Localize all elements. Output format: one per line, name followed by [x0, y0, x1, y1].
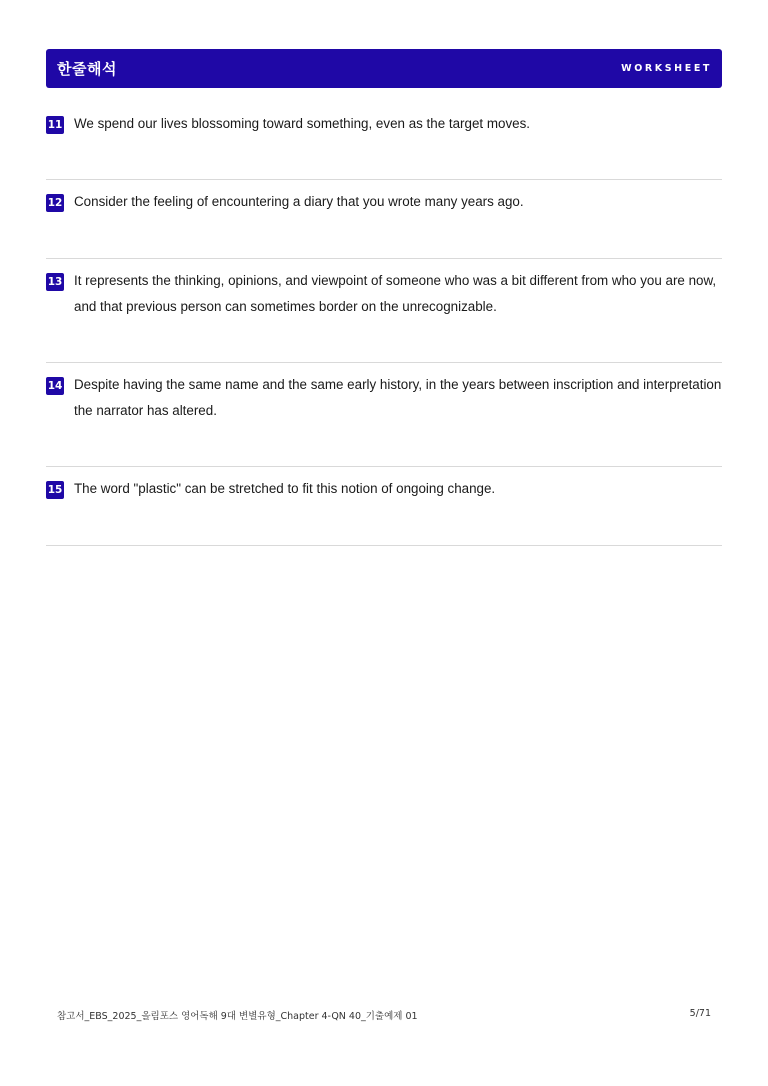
- header-tag: WORKSHEET: [621, 63, 712, 74]
- item-sentence: We spend our lives blossoming toward something, even as the target moves.: [74, 116, 531, 131]
- list-item: [46, 481, 722, 546]
- item-number-badge: 13: [46, 273, 64, 291]
- worksheet-header: [46, 49, 722, 88]
- list-item: [46, 194, 722, 259]
- item-number-badge: 14: [46, 377, 64, 395]
- item-sentence: Consider the feeling of encountering a diary that you wrote many years ago.: [74, 194, 524, 209]
- footer-source: 참고서_EBS_2025_올림포스 영어독해 9대 변별유형_Chapter 4-QN 40_기출예제 01: [57, 1011, 418, 1022]
- list-item: [46, 273, 722, 363]
- list-item: [46, 377, 722, 467]
- item-sentence: Despite having the same name and the same early history, in the years between inscription and interpretation the narrator has altered.: [74, 377, 722, 418]
- item-sentence: It represents the thinking, opinions, and viewpoint of someone who was a bit different from who you are now, and that previous person can sometimes border on the unrecognizable.: [74, 273, 717, 314]
- item-sentence: The word "plastic" can be stretched to fit this notion of ongoing change.: [74, 481, 496, 496]
- item-number-badge: 11: [46, 116, 64, 134]
- list-item: [46, 116, 722, 180]
- page-number: 5/71: [689, 1008, 711, 1019]
- header-title: 한줄해석: [57, 60, 117, 78]
- item-number-badge: 12: [46, 194, 64, 212]
- page-footer: [57, 1008, 711, 1022]
- item-number-badge: 15: [46, 481, 64, 499]
